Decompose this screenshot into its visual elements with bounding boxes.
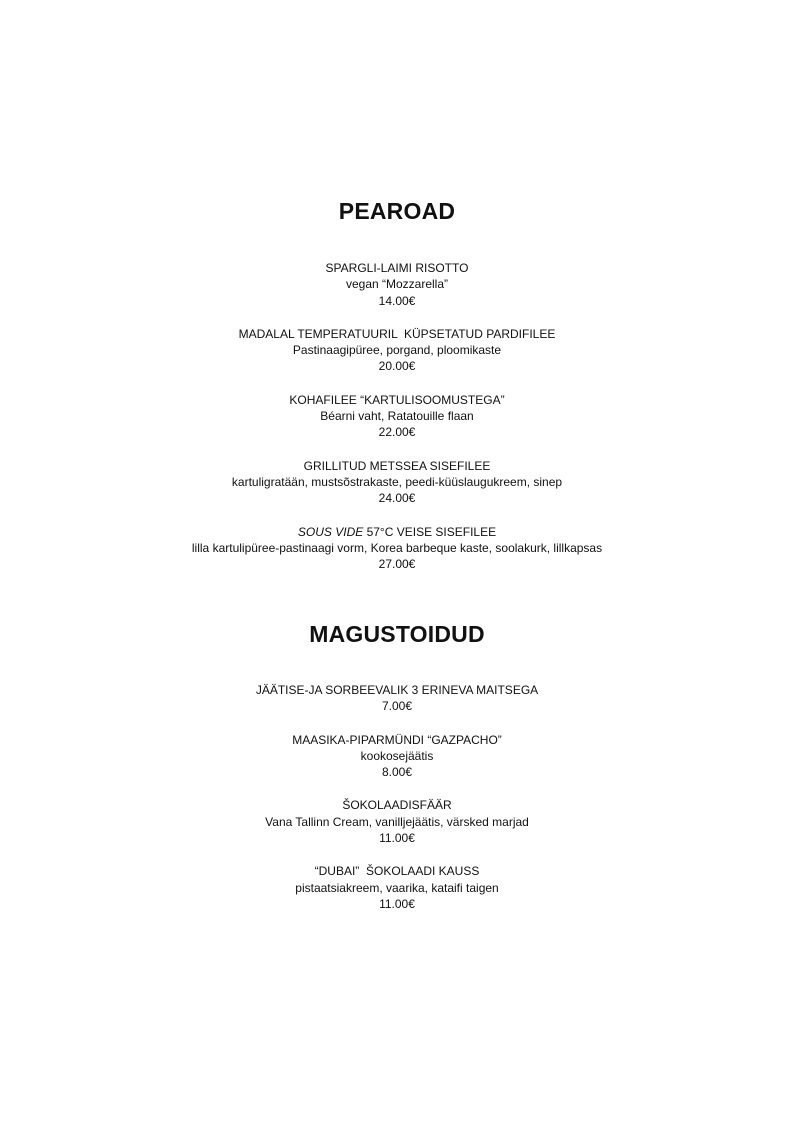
item-name: 57°C VEISE SISEFILEE (363, 524, 497, 539)
item-name: GRILLITUD METSSEA SISEFILEE (303, 458, 491, 473)
desserts-list (0, 682, 794, 929)
item-price: 24.00€ (378, 491, 416, 506)
item-price: 27.00€ (378, 557, 416, 572)
item-name: “DUBAI” ŠOKOLAADI KAUSS (314, 864, 480, 879)
item-name: SPARGLI-LAIMI RISOTTO (325, 261, 469, 275)
item-name: JÄÄTISE-JA SORBEEVALIK 3 ERINEVA MAITSEGA (255, 683, 539, 697)
menu-item (0, 392, 794, 441)
item-price: 20.00€ (378, 359, 416, 374)
menu-item (0, 732, 794, 781)
item-description: lilla kartulipüree-pastinaagi vorm, Korea barbeque kaste, soolakurk, lillkapsas (191, 540, 603, 555)
menu-item (0, 682, 794, 715)
item-description: kookosejäätis (360, 748, 434, 763)
section-title-desserts: MAGUSTOIDUD (309, 621, 485, 647)
item-description: pistaatsiakreem, vaarika, kataifi taigen (295, 880, 499, 895)
item-price: 8.00€ (381, 765, 413, 780)
menu-item (0, 524, 794, 573)
item-price: 22.00€ (378, 425, 416, 440)
item-price: 11.00€ (379, 896, 415, 911)
section-title-mains: PEAROAD (338, 198, 456, 224)
menu-item (0, 326, 794, 375)
menu-item (0, 797, 794, 846)
item-name: ŠOKOLAADISFÄÄR (342, 798, 452, 813)
item-name-italic: SOUS VIDE (297, 524, 364, 539)
menu-item (0, 458, 794, 507)
item-description: Vana Tallinn Cream, vanilljejäätis, värsked marjad (265, 814, 529, 829)
item-description: kartuligratään, mustsõstrakaste, peedi-küüslaugukreem, sinep (231, 474, 563, 489)
item-name-line (0, 524, 794, 540)
item-description: Béarni vaht, Ratatouille flaan (320, 409, 474, 424)
menu-item (0, 260, 794, 309)
item-price: 11.00€ (379, 831, 415, 846)
menu-item (0, 863, 794, 912)
item-price: 7.00€ (381, 699, 413, 714)
item-name: KOHAFILEE “KARTULISOOMUSTEGA” (289, 392, 505, 407)
item-name: MAASIKA-PIPARMÜNDI “GAZPACHO” (292, 732, 502, 747)
item-name: MADALAL TEMPERATUURIL KÜPSETATUD PARDIFILEE (238, 326, 556, 341)
mains-list (0, 260, 794, 589)
item-description: Pastinaagipüree, porgand, ploomikaste (292, 343, 502, 358)
item-price: 14.00€ (378, 293, 416, 308)
item-description: vegan “Mozzarella” (345, 277, 449, 292)
